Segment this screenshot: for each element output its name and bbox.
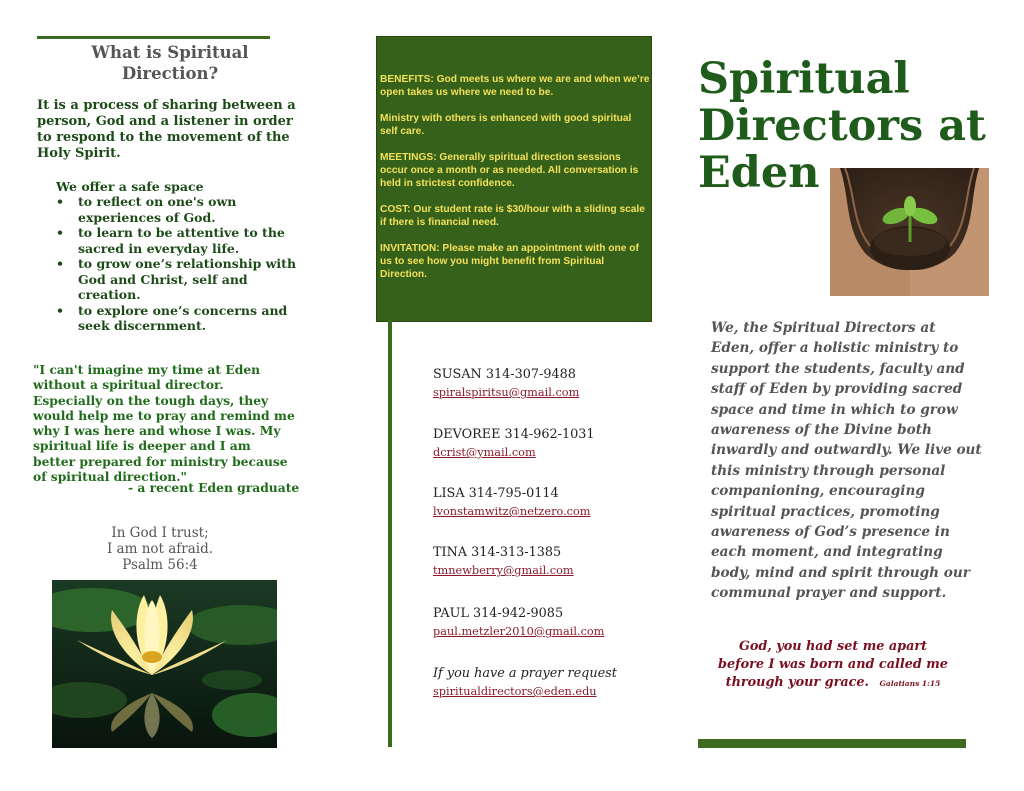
- quote-attribution: - a recent Eden graduate: [128, 480, 300, 495]
- offer-heading: We offer a safe space: [56, 179, 204, 194]
- contact-devoree: [433, 426, 673, 462]
- contact-name: LISA 314-795-0114: [433, 486, 559, 501]
- contact-email-link[interactable]: spiralspiritsu@gmail.com: [433, 386, 580, 399]
- title-line-1: Spiritual: [698, 54, 910, 104]
- title-line-3: Eden: [698, 148, 820, 198]
- vertical-divider: [388, 320, 392, 747]
- contact-email-link[interactable]: paul.metzler2010@gmail.com: [433, 625, 605, 638]
- trust-line-1: In God I trust;: [111, 525, 209, 541]
- prayer-email-link[interactable]: spiritualdirectors@eden.edu: [433, 685, 597, 698]
- ministry-text: Ministry with others is enhanced with good spiritual self care.: [380, 113, 632, 137]
- galatians-verse: [715, 638, 951, 693]
- list-item: • to grow one’s relationship with God and Christ, self and creation.: [56, 256, 297, 302]
- contact-susan: [433, 366, 673, 402]
- hands-holding-seedling-photo: [830, 168, 989, 296]
- lotus-flower-photo: [52, 580, 277, 748]
- bottom-right-rule: [698, 739, 966, 748]
- contact-name: DEVOREE 314-962-1031: [433, 427, 595, 442]
- list-item: • to learn to be attentive to the sacred in everyday life.: [56, 225, 285, 256]
- top-left-rule: [37, 36, 270, 39]
- contact-email-link[interactable]: tmnewberry@gmail.com: [433, 564, 574, 577]
- trust-line-2: I am not afraid.: [106, 541, 214, 557]
- cost-text: COST: Our student rate is $30/hour with a sliding scale if there is financial need.: [380, 204, 645, 228]
- contact-email-link[interactable]: lvonstamwitz@netzero.com: [433, 505, 591, 518]
- title-line-1: What is Spiritual: [91, 43, 249, 62]
- prayer-request: [433, 665, 617, 701]
- contact-tina: [433, 544, 673, 580]
- info-box-text: [380, 73, 650, 294]
- list-item: • to reflect on one's own experiences of God.: [56, 194, 237, 225]
- offer-list: [50, 194, 300, 334]
- title-line-2: Direction?: [121, 64, 219, 83]
- list-item: • to explore one’s concerns and seek discernment.: [56, 302, 288, 333]
- verse-reference: Galatians 1:15: [879, 679, 941, 688]
- contact-name: TINA 314-313-1385: [433, 545, 562, 560]
- contact-name: PAUL 314-942-9085: [433, 606, 564, 621]
- benefits-text: BENEFITS: God meets us where we are and when we’re open takes us where we need to be.: [380, 74, 650, 98]
- trust-line-3: Psalm 56:4: [122, 557, 198, 573]
- intro-paragraph: It is a process of sharing between a person, God and a listener in order to respond to the movement of the Holy Spirit.: [37, 98, 296, 161]
- verse-text: God, you had set me apart before I was born and called me through your grace.: [718, 639, 948, 690]
- prayer-label: If you have a prayer request: [433, 666, 617, 681]
- mission-paragraph: We, the Spiritual Directors at Eden, offer a holistic ministry to support the students, faculty and staff of Eden by providing sacred space and time in which to grow awareness of the Divine both inwardly and outwardly. We live out this ministry through personal companioning, encouraging spiritual practices, promoting awareness of God’s presence in each moment, and integrating body, mind and spirit through our communal prayer and support.: [711, 320, 982, 602]
- contact-paul: [433, 605, 673, 641]
- contact-name: SUSAN 314-307-9488: [433, 367, 576, 382]
- invitation-text: INVITATION: Please make an appointment with one of us to see how you might benefit from Spiritual Direction.: [380, 243, 639, 280]
- meetings-text: MEETINGS: Generally spiritual direction sessions occur once a month or as needed. All conversation is held in strictest confidence.: [380, 152, 639, 189]
- title-line-2: Directors at: [698, 101, 986, 151]
- contact-email-link[interactable]: dcrist@ymail.com: [433, 446, 536, 459]
- left-panel-title: [40, 42, 300, 84]
- graduate-quote: "I can't imagine my time at Eden without a spiritual director. Especially on the tough days, they would help me to pray and remind me why I was here and whose I was. My spiritual life is deeper and I am better prepared for ministry because of spiritual direction.": [33, 362, 295, 485]
- contact-lisa: [433, 485, 673, 521]
- psalm-verse: [60, 525, 260, 573]
